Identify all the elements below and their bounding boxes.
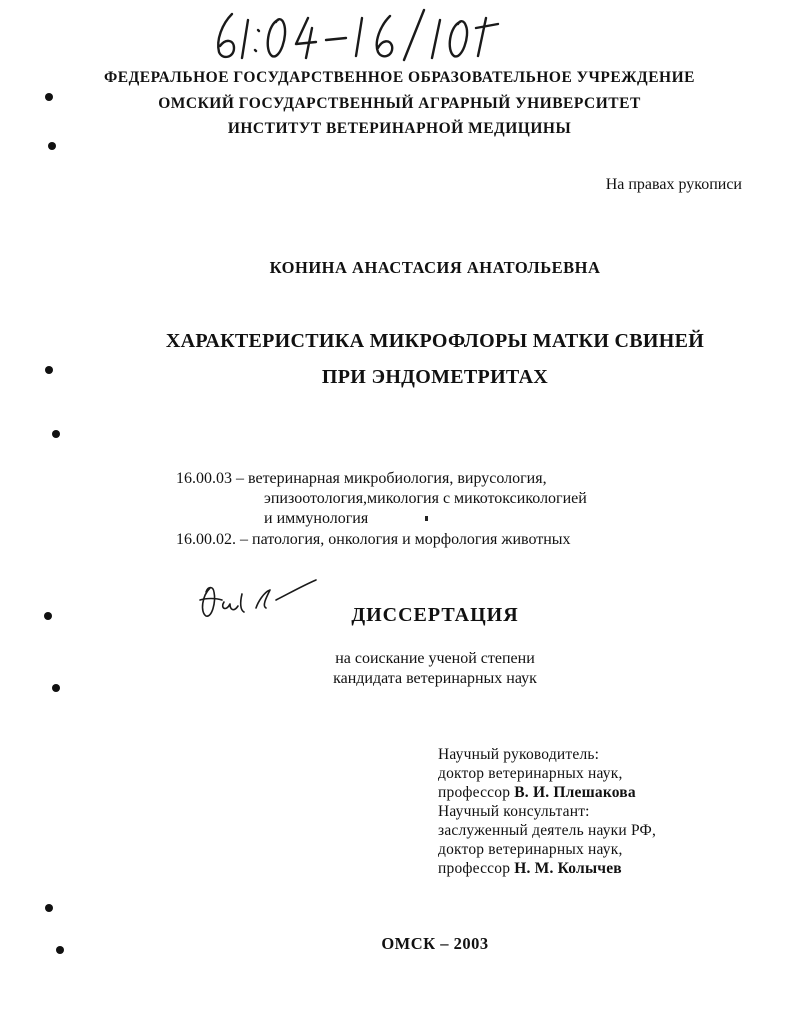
margin-dot [48,142,56,150]
supervisor-line [438,784,636,802]
supervisor-label: Научный руководитель: [438,746,600,763]
consultant-degree: доктор ветеринарных наук, [438,841,623,858]
specialty-1-line-1: 16.00.03 – ветеринарная микробиология, вирусология, [176,470,547,487]
specialty-2-line-1: 16.00.02. – патология, онкология и морфология животных [176,531,571,548]
consultant-title: профессор [438,860,511,877]
org-line-university: ОМСКИЙ ГОСУДАРСТВЕННЫЙ АГРАРНЫЙ УНИВЕРСИТЕТ [158,95,641,112]
consultant-honor: заслуженный деятель науки РФ, [438,822,657,839]
margin-dot [56,946,64,954]
dissertation-title-line-1: ХАРАКТЕРИСТИКА МИКРОФЛОРЫ МАТКИ СВИНЕЙ [165,330,705,352]
supervisor-title: профессор [438,784,511,801]
consultant-label: Научный консультант: [438,803,590,820]
city-year: ОМСК – 2003 [381,934,489,953]
handwritten-archive-code [210,6,510,64]
degree-line-2: кандидата ветеринарных наук [333,670,537,687]
manuscript-rights-note: На правах рукописи [605,176,742,193]
supervisor-name: В. И. Плешакова [514,784,636,801]
degree-line-1: на соискание ученой степени [335,650,535,667]
org-line-federal-institution: ФЕДЕРАЛЬНОЕ ГОСУДАРСТВЕННОЕ ОБРАЗОВАТЕЛЬНОЕ УЧРЕЖДЕНИЕ [103,69,696,86]
dissertation-title-line-2: ПРИ ЭНДОМЕТРИТАХ [321,366,549,388]
author-name: КОНИНА АНАСТАСИЯ АНАТОЛЬЕВНА [269,258,601,277]
margin-dot [45,366,53,374]
margin-dot [45,93,53,101]
margin-dot [52,430,60,438]
consultant-line [438,860,622,878]
org-line-institute: ИНСТИТУТ ВЕТЕРИНАРНОЙ МЕДИЦИНЫ [227,120,572,137]
stray-mark [425,516,428,521]
specialty-1-line-2: эпизоотология,микология с микотоксикологией [264,490,587,507]
specialty-1-line-3: и иммунология [264,510,369,527]
document-type-heading: ДИССЕРТАЦИЯ [351,604,519,626]
margin-dot [52,684,60,692]
consultant-name: Н. М. Колычев [514,860,622,877]
supervisor-degree: доктор ветеринарных наук, [438,765,623,782]
margin-dot [44,612,52,620]
margin-dot [45,904,53,912]
